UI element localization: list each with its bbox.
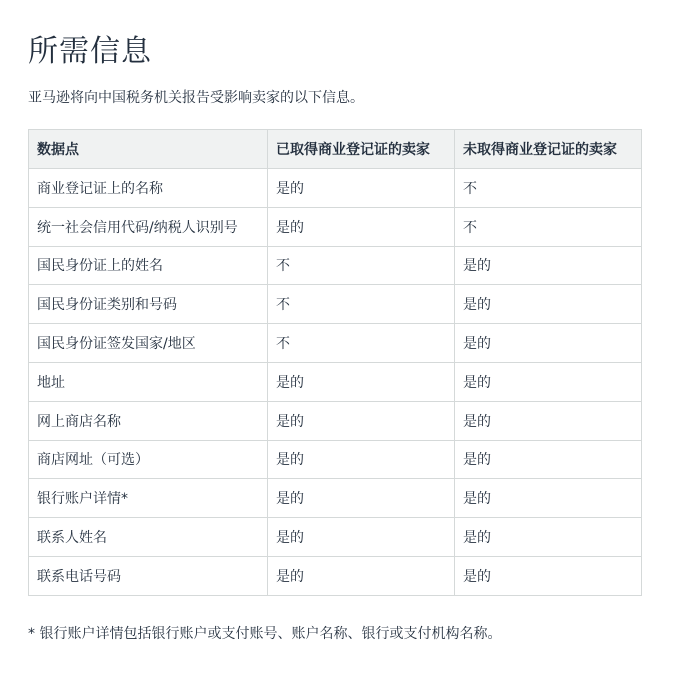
table-header-row [29,130,642,169]
cell-data-point: 联系电话号码 [29,556,268,595]
page-title: 所需信息 [28,34,152,69]
cell-registered: 是的 [268,518,455,557]
cell-unregistered: 不 [455,207,642,246]
table-row [29,246,642,285]
cell-data-point: 商业登记证上的名称 [29,169,268,208]
table-row [29,207,642,246]
cell-registered: 是的 [268,440,455,479]
table-row [29,440,642,479]
table-row [29,479,642,518]
cell-registered: 是的 [268,556,455,595]
header-data-point: 数据点 [29,130,268,169]
header-unregistered-seller: 未取得商业登记证的卖家 [455,130,642,169]
cell-registered: 是的 [268,479,455,518]
cell-data-point: 银行账户详情* [29,479,268,518]
cell-unregistered: 是的 [455,401,642,440]
cell-data-point: 国民身份证上的姓名 [29,246,268,285]
cell-unregistered: 是的 [455,246,642,285]
table-row [29,362,642,401]
cell-unregistered: 是的 [455,324,642,363]
cell-data-point: 商店网址（可选） [29,440,268,479]
cell-data-point: 地址 [29,362,268,401]
cell-unregistered: 是的 [455,518,642,557]
cell-data-point: 网上商店名称 [29,401,268,440]
table-row [29,169,642,208]
table-row [29,285,642,324]
cell-registered: 不 [268,285,455,324]
cell-registered: 是的 [268,362,455,401]
cell-data-point: 统一社会信用代码/纳税人识别号 [29,207,268,246]
table-row [29,324,642,363]
cell-unregistered: 是的 [455,479,642,518]
required-info-table [28,129,642,596]
table-row [29,556,642,595]
cell-unregistered: 是的 [455,285,642,324]
cell-data-point: 国民身份证类别和号码 [29,285,268,324]
cell-registered: 不 [268,246,455,285]
intro-text: 亚马逊将向中国税务机关报告受影响卖家的以下信息。 [28,90,364,106]
table-row [29,518,642,557]
cell-unregistered: 是的 [455,362,642,401]
cell-registered: 是的 [268,207,455,246]
footnote: * 银行账户详情包括银行账户或支付账号、账户名称、银行或支付机构名称。 [28,625,502,642]
cell-unregistered: 是的 [455,440,642,479]
cell-unregistered: 不 [455,169,642,208]
table-row [29,401,642,440]
cell-data-point: 国民身份证签发国家/地区 [29,324,268,363]
header-registered-seller: 已取得商业登记证的卖家 [268,130,455,169]
cell-registered: 是的 [268,401,455,440]
cell-registered: 不 [268,324,455,363]
cell-registered: 是的 [268,169,455,208]
cell-data-point: 联系人姓名 [29,518,268,557]
cell-unregistered: 是的 [455,556,642,595]
